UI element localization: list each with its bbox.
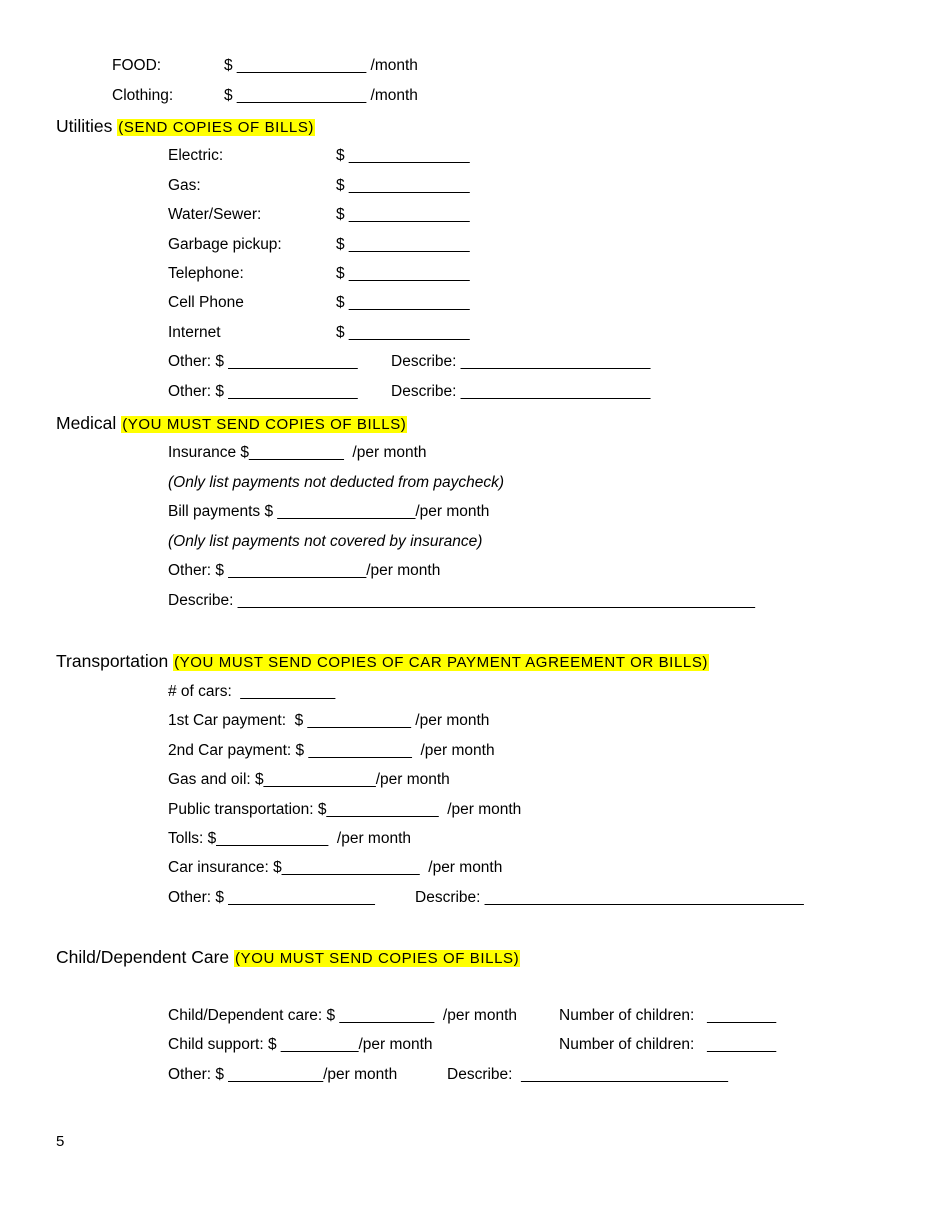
food-label: FOOD: (112, 57, 162, 74)
medical-other[interactable]: Other: $ ________________/per month (168, 562, 441, 579)
telephone-label: Telephone: (168, 265, 244, 282)
utilities-describe-2[interactable]: Describe: ______________________ (391, 383, 651, 400)
utilities-heading (56, 115, 315, 139)
water-sewer-label: Water/Sewer: (168, 206, 262, 223)
gas-label: Gas: (168, 177, 201, 194)
medical-heading (56, 412, 407, 436)
cell-phone-label: Cell Phone (168, 294, 244, 311)
tolls[interactable]: Tolls: $_____________ /per month (168, 830, 412, 847)
transportation-heading (56, 650, 709, 674)
second-car-payment[interactable]: 2nd Car payment: $ ____________ /per month (168, 742, 495, 759)
dependent-care[interactable]: Child/Dependent care: $ ___________ /per month (168, 1007, 517, 1024)
telephone-field[interactable]: $ ______________ (336, 265, 470, 282)
public-transportation[interactable]: Public transportation: $_____________ /per month (168, 801, 522, 818)
medical-bill-payments[interactable]: Bill payments $ ________________/per month (168, 503, 490, 520)
child-support[interactable]: Child support: $ _________/per month (168, 1036, 433, 1053)
transportation-describe[interactable]: Describe: _____________________________________ (415, 889, 804, 906)
medical-describe[interactable]: Describe: ____________________________________________________________ (168, 592, 755, 609)
garbage-label: Garbage pickup: (168, 236, 282, 253)
gas-field[interactable]: $ ______________ (336, 177, 470, 194)
medical-insurance-note: (Only list payments not deducted from paycheck) (168, 474, 504, 491)
support-number-of-children[interactable]: Number of children: ________ (559, 1036, 777, 1053)
electric-field[interactable]: $ ______________ (336, 147, 470, 164)
childcare-note: (YOU MUST SEND COPIES OF BILLS) (235, 950, 520, 967)
childcare-other[interactable]: Other: $ ___________/per month (168, 1066, 398, 1083)
garbage-field[interactable]: $ ______________ (336, 236, 470, 253)
medical-insurance[interactable]: Insurance $___________ /per month (168, 444, 427, 461)
childcare-describe[interactable]: Describe: ________________________ (447, 1066, 728, 1083)
page-number: 5 (56, 1133, 65, 1150)
medical-title: Medical (56, 413, 117, 433)
utilities-note: (SEND COPIES OF BILLS) (118, 119, 315, 136)
gas-and-oil[interactable]: Gas and oil: $_____________/per month (168, 771, 450, 788)
care-number-of-children[interactable]: Number of children: ________ (559, 1007, 777, 1024)
first-car-payment[interactable]: 1st Car payment: $ ____________ /per month (168, 712, 490, 729)
cell-phone-field[interactable]: $ ______________ (336, 294, 470, 311)
water-sewer-field[interactable]: $ ______________ (336, 206, 470, 223)
food-field[interactable]: $ _______________ /month (224, 57, 418, 74)
electric-label: Electric: (168, 147, 224, 164)
car-insurance[interactable]: Car insurance: $________________ /per month (168, 859, 503, 876)
utilities-other-2[interactable]: Other: $ _______________ (168, 383, 358, 400)
internet-field[interactable]: $ ______________ (336, 324, 470, 341)
clothing-label: Clothing: (112, 87, 174, 104)
childcare-title: Child/Dependent Care (56, 947, 230, 967)
utilities-other-1[interactable]: Other: $ _______________ (168, 353, 358, 370)
medical-note: (YOU MUST SEND COPIES OF BILLS) (122, 416, 407, 433)
internet-label: Internet (168, 324, 221, 341)
medical-bill-note: (Only list payments not covered by insurance) (168, 533, 483, 550)
transportation-title: Transportation (56, 651, 169, 671)
clothing-field[interactable]: $ _______________ /month (224, 87, 418, 104)
childcare-heading (56, 946, 520, 970)
utilities-title: Utilities (56, 116, 113, 136)
number-of-cars[interactable]: # of cars: ___________ (168, 683, 336, 700)
utilities-describe-1[interactable]: Describe: ______________________ (391, 353, 651, 370)
transportation-other[interactable]: Other: $ _________________ (168, 889, 375, 906)
transportation-note: (YOU MUST SEND COPIES OF CAR PAYMENT AGREEMENT OR BILLS) (174, 654, 709, 671)
